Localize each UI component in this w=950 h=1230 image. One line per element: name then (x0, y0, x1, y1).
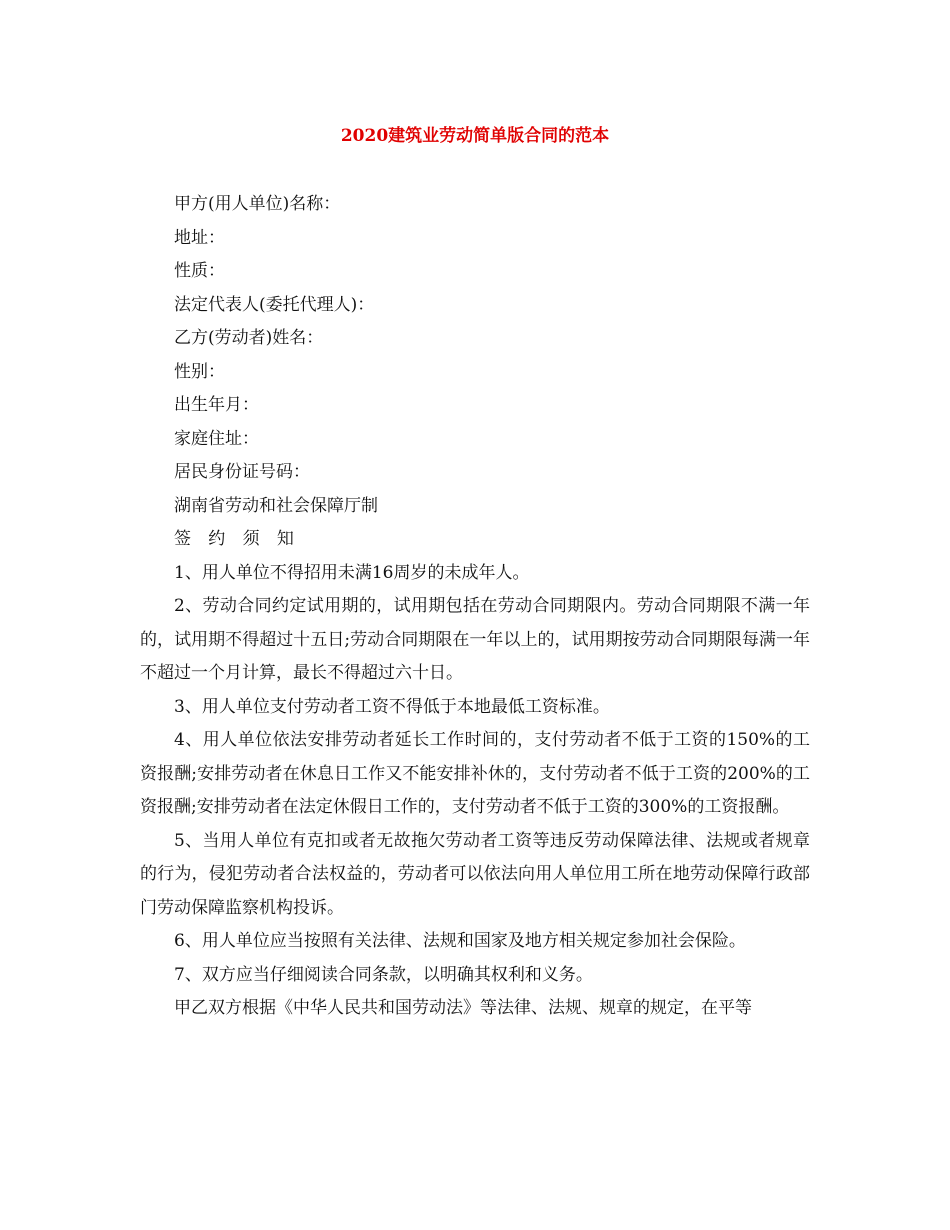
document-title: 2020建筑业劳动简单版合同的范本 (340, 126, 610, 146)
closing-paragraph: 甲乙双方根据《中华人民共和国劳动法》等法律、法规、规章的规定，在平等 (174, 998, 752, 1018)
party-a-name-field: 甲方(用人单位)名称： (174, 194, 341, 214)
issuer-line: 湖南省劳动和社会保障厅制 (174, 495, 378, 516)
id-number-field: 居民身份证号码： (174, 462, 310, 482)
nature-field: 性质： (174, 261, 225, 281)
notice-item: 4、用人单位依法安排劳动者延长工作时间的，支付劳动者不低于工资的150%的工资报酬;安排劳动者在休息日工作又不能安排补休的，支付劳动者不低于工资的200%的工资报酬;安排劳动者在法定休假日工作的，支付劳动者不低于工资的300%的工资报酬。 (140, 730, 810, 817)
notice-item: 3、用人单位支付劳动者工资不得低于本地最低工资标准。 (174, 696, 610, 717)
address-field: 地址： (174, 227, 225, 248)
gender-field: 性别： (174, 361, 225, 382)
notice-item: 6、用人单位应当按照有关法律、法规和国家及地方相关规定参加社会保险。 (174, 931, 746, 951)
notice-item: 7、双方应当仔细阅读合同条款，以明确其权利和义务。 (174, 964, 593, 985)
notice-item: 2、劳动合同约定试用期的，试用期包括在劳动合同期限内。劳动合同期限不满一年的，试用期不得超过十五日;劳动合同期限在一年以上的，试用期按劳动合同期限每满一年不超过一个月计算，最长不得超过六十日。 (140, 596, 810, 683)
legal-representative-field: 法定代表人(委托代理人)： (174, 294, 375, 315)
party-b-name-field: 乙方(劳动者)姓名： (174, 328, 324, 348)
birth-date-field: 出生年月： (174, 395, 259, 415)
notice-item: 1、用人单位不得招用未满16周岁的未成年人。 (174, 562, 530, 583)
home-address-field: 家庭住址： (174, 428, 259, 449)
notice-heading: 签 约 须 知 (174, 529, 300, 549)
document-body (140, 188, 810, 1026)
notice-item: 5、当用人单位有克扣或者无故拖欠劳动者工资等违反劳动保障法律、法规或者规章的行为，侵犯劳动者合法权益的，劳动者可以依法向用人单位用工所在地劳动保障行政部门劳动保障监察机构投诉。 (140, 830, 810, 918)
